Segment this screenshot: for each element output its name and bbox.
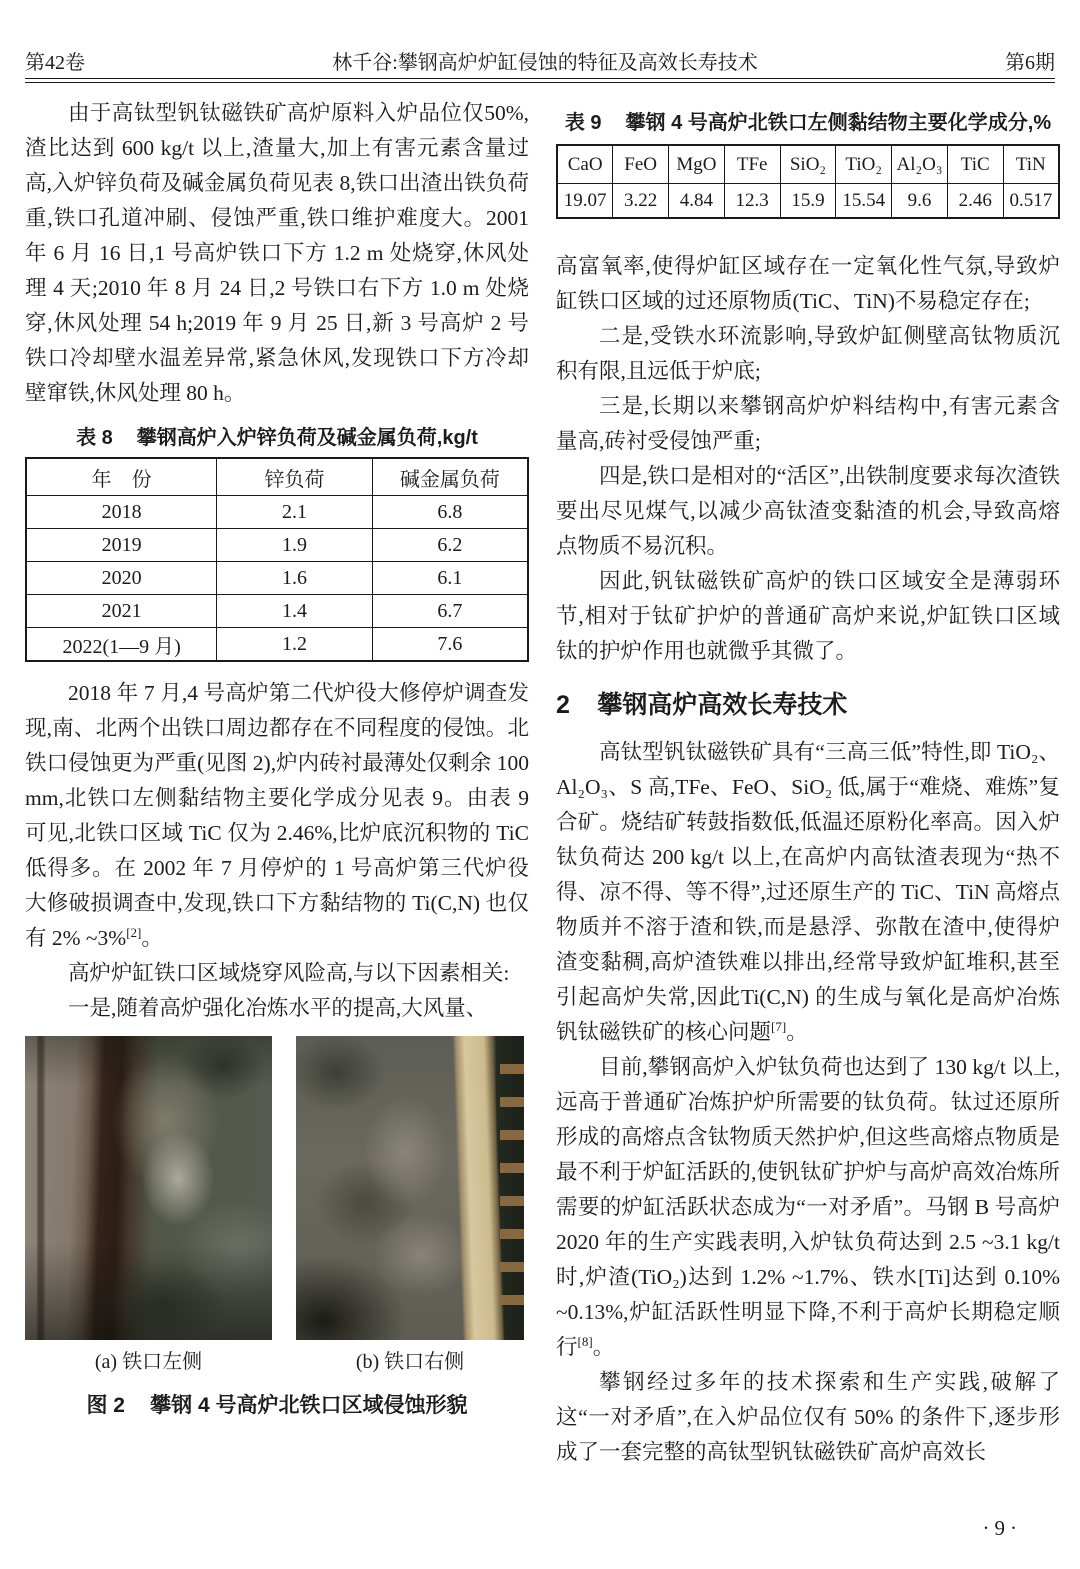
table-row	[26, 529, 528, 562]
paragraph: 高富氧率,使得炉缸区域存在一定氧化性气氛,导致炉缸铁口区域的过还原物质(TiC、TiN)不易稳定存在;	[556, 254, 1060, 313]
table9-caption-label: 表 9	[564, 112, 602, 134]
cell: 3.22	[613, 184, 669, 219]
figure2	[25, 1036, 529, 1340]
page-header	[25, 46, 1055, 75]
left-column	[25, 96, 529, 1470]
figure2-caption-text: 攀钢 4 号高炉北铁口区域侵蚀形貌	[150, 1394, 468, 1417]
page-number: ·9·	[982, 1516, 1022, 1540]
cell: 1.6	[217, 562, 373, 595]
cell: 1.4	[217, 595, 373, 628]
cell: 2.46	[947, 184, 1003, 219]
figure2-caption	[25, 1392, 529, 1420]
table9-header: TiC	[947, 145, 1003, 184]
paragraph-text: 目前,攀钢高炉入炉钛负荷也达到了 130 kg/t 以上,远高于普通矿冶炼护炉所需要的钛负荷。钛过还原所形成的高熔点含钛物质天然护炉,但这些高熔点物质是最不利于炉缸活跃的,使钒钛矿护炉与高炉高效冶炼所需要的炉缸活跃状态成为“一对矛盾”。马钢 B 号高炉 2020 年的生产实践表明,入炉钛负荷达到 2.5 ~3.1 kg/t 时,炉渣(TiO₂)达到 1.2% ~1.7%、铁水[Ti]达到 0.10% ~0.13%,炉缸活跃性明显下降,不利于高炉长期稳定顺行	[556, 1055, 1060, 1359]
section-number: 2	[556, 691, 570, 719]
cell: 2.1	[217, 496, 373, 529]
table-row	[26, 562, 528, 595]
table-row	[26, 595, 528, 628]
table9-header: TFe	[724, 145, 780, 184]
paragraph: 一是,随着高炉强化冶炼水平的提高,大风量、	[68, 996, 488, 1020]
cell: 9.6	[892, 184, 948, 219]
paragraph-text: 高钛型钒钛磁铁矿具有“三高三低”特性,即 TiO₂、Al₂O₃、S 高,TFe、FeO、SiO₂ 低,属于“难烧、难炼”复合矿。烧结矿转鼓指数低,低温还原粉化率高。因入炉钛负荷达 200 kg/t 以上,在高炉内高钛渣表现为“热不得、凉不得、等不得”,过还原生产的 TiC、TiN 高熔点物质并不溶于渣和铁,而是悬浮、弥散在渣中,使得炉渣变黏稠,高炉渣铁难以排出,经常导致炉缸堆积,甚至引起高炉失常,因此Ti(C,N) 的生成与氧化是高炉冶炼钒钛磁铁矿的核心问题	[556, 740, 1060, 1044]
cell: 15.54	[836, 184, 892, 219]
table-header-row	[26, 458, 528, 496]
figure2-subcaption-a: (a) 铁口左侧	[94, 1351, 203, 1373]
header-volume: 第42卷	[25, 52, 85, 74]
section-heading-2	[556, 689, 1060, 721]
table-row	[557, 184, 1059, 219]
paragraph: 四是,铁口是相对的“活区”,出铁制度要求每次渣铁要出尽见煤气,以减少高钛渣变黏渣的机会,导致高熔点物质不易沉积。	[556, 464, 1060, 558]
two-column-body	[25, 96, 1060, 1470]
table9-header: Al₂O₃	[892, 145, 948, 184]
table9-header: FeO	[613, 145, 669, 184]
table9-header: CaO	[557, 145, 613, 184]
table8-caption	[25, 425, 529, 451]
cell: 19.07	[557, 184, 613, 219]
paragraph: 三是,长期以来攀钢高炉炉料结构中,有害元素含量高,砖衬受侵蚀严重;	[556, 394, 1060, 453]
reference-marker: [2]	[126, 924, 142, 940]
paragraph-text: 。	[141, 926, 163, 950]
table9	[556, 144, 1060, 219]
table9-header: TiO₂	[836, 145, 892, 184]
cell: 0.517	[1003, 184, 1059, 219]
section-title: 攀钢高炉高效长寿技术	[597, 691, 848, 719]
paragraph: 攀钢经过多年的技术探索和生产实践,破解了这“一对矛盾”,在入炉品位仅有 50% 的条件下,逐步形成了一套完整的高钛型钒钛磁铁矿高炉高效长	[556, 1370, 1060, 1464]
paragraph-text: 。	[592, 1335, 615, 1359]
cell: 6.8	[372, 496, 528, 529]
cell: 2019	[26, 529, 217, 562]
table8-caption-label: 表 8	[76, 427, 113, 449]
paragraph-text: 2018 年 7 月,4 号高炉第二代炉役大修停炉调查发现,南、北两个出铁口周边都存在不同程度的侵蚀。北铁口侵蚀更为严重(见图 2),炉内砖衬最薄处仅剩余 100 mm,北铁口左侧黏结物主要化学成分见表 9。由表 9 可见,北铁口区域 TiC 仅为 2.46%,比炉底沉积物的 TiC 低得多。在 2002 年 7 月停炉的 1 号高炉第三代炉役大修破损调查中,发现,铁口下方黏结物的 Ti(C,N) 也仅有 2% ~3%	[25, 681, 529, 950]
table9-header: SiO₂	[780, 145, 836, 184]
table8-header-alkali: 碱金属负荷	[372, 458, 528, 496]
table-header-row	[557, 145, 1059, 184]
figure2-subcaption-b: (b) 铁口右侧	[355, 1351, 465, 1373]
table9-header: MgO	[669, 145, 725, 184]
cell: 6.1	[372, 562, 528, 595]
paragraph	[556, 1050, 1060, 1365]
cell: 15.9	[780, 184, 836, 219]
figure2-photo-taphole-left	[25, 1036, 272, 1340]
table-row	[26, 628, 528, 662]
table-row	[26, 496, 528, 529]
figure2-subcaptions	[25, 1348, 529, 1376]
header-double-rule	[25, 78, 1055, 83]
cell: 7.6	[372, 628, 528, 662]
cell: 2018	[26, 496, 217, 529]
table9-header: TiN	[1003, 145, 1059, 184]
paragraph-text: 。	[786, 1020, 808, 1044]
paragraph: 高炉炉缸铁口区域烧穿风险高,与以下因素相关:	[68, 961, 510, 985]
table9-caption	[556, 110, 1060, 136]
paragraph	[25, 676, 529, 956]
reference-marker: [7]	[771, 1018, 787, 1034]
header-issue: 第6期	[1005, 52, 1055, 74]
cell: 2022(1—9 月)	[26, 628, 217, 662]
figure2-photo-taphole-right	[296, 1036, 524, 1340]
header-running-title: 林千谷:攀钢高炉炉缸侵蚀的特征及高效长寿技术	[332, 52, 758, 74]
table8-header-year: 年 份	[26, 458, 217, 496]
paragraph: 二是,受铁水环流影响,导致炉缸侧壁高钛物质沉积有限,且远低于炉底;	[556, 324, 1060, 383]
table8	[25, 457, 529, 662]
figure2-caption-label: 图 2	[86, 1394, 125, 1417]
paragraph	[556, 735, 1060, 1050]
cell: 2020	[26, 562, 217, 595]
right-column	[556, 96, 1060, 1470]
table8-header-zinc: 锌负荷	[217, 458, 373, 496]
table9-caption-text: 攀钢 4 号高炉北铁口左侧黏结物主要化学成分,%	[625, 112, 1052, 134]
cell: 1.9	[217, 529, 373, 562]
cell: 4.84	[669, 184, 725, 219]
cell: 6.7	[372, 595, 528, 628]
table8-caption-text: 攀钢高炉入炉锌负荷及碱金属负荷,kg/t	[136, 427, 478, 449]
reference-marker: [8]	[577, 1333, 593, 1349]
paragraph: 因此,钒钛磁铁矿高炉的铁口区域安全是薄弱环节,相对于钛矿护炉的普通矿高炉来说,炉缸铁口区域钛的护炉作用也就微乎其微了。	[556, 569, 1060, 663]
cell: 1.2	[217, 628, 373, 662]
cell: 12.3	[724, 184, 780, 219]
paragraph: 由于高钛型钒钛磁铁矿高炉原料入炉品位仅50%,渣比达到 600 kg/t 以上,渣量大,加上有害元素含量过高,入炉锌负荷及碱金属负荷见表 8,铁口出渣出铁负荷重,铁口孔道冲刷、侵蚀严重,铁口维护难度大。2001 年 6 月 16 日,1 号高炉铁口下方 1.2 m 处烧穿,休风处理 4 天;2010 年 8 月 24 日,2 号铁口右下方 1.0 m 处烧穿,休风处理 54 h;2019 年 9 月 25 日,新 3 号高炉 2 号铁口冷却壁水温差异常,紧急休风,发现铁口下方冷却壁窜铁,休风处理 80 h。	[25, 101, 529, 405]
cell: 6.2	[372, 529, 528, 562]
cell: 2021	[26, 595, 217, 628]
